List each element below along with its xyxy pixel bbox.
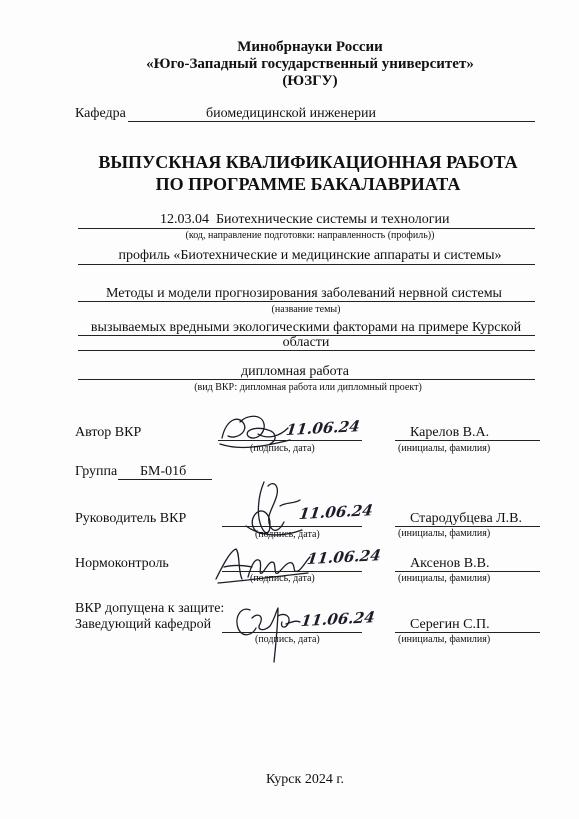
topic-caption: (название темы) xyxy=(271,304,341,315)
document-title-line-2: ПО ПРОГРАММЕ БАКАЛАВРИАТА xyxy=(155,174,461,194)
author-name-underline xyxy=(395,440,540,441)
supervisor-role: Руководитель ВКР xyxy=(75,511,187,526)
author-signature-caption: (подпись, дата) xyxy=(250,443,315,454)
ministry-name: Минобрнауки России xyxy=(237,39,383,55)
program-profile: профиль «Биотехнические и медицинские аппараты и системы» xyxy=(118,248,502,263)
topic-line-1-underline xyxy=(78,301,535,302)
program-direction-caption: (код, направление подготовки: направленность (профиль)) xyxy=(185,230,435,241)
head-of-department-role: Заведующий кафедрой xyxy=(75,617,212,632)
head-of-department-signature-caption: (подпись, дата) xyxy=(255,634,320,645)
department-name: биомедицинской инженерии xyxy=(206,106,377,121)
head-of-department-name-underline xyxy=(395,632,540,633)
group-label: Группа xyxy=(75,464,118,479)
admission-note: ВКР допущена к защите: xyxy=(75,601,225,616)
work-type-caption: (вид ВКР: дипломная работа или дипломный проект) xyxy=(194,382,422,393)
supervisor-name-underline xyxy=(395,526,540,527)
supervisor-signature-date: 11.06.24 xyxy=(298,501,374,523)
supervisor-signature-caption: (подпись, дата) xyxy=(255,529,320,540)
norm-control-name: Аксенов В.В. xyxy=(410,556,490,571)
work-type-underline xyxy=(78,379,535,380)
norm-control-role: Нормоконтроль xyxy=(75,556,169,571)
university-name: «Юго-Западный государственный университет» xyxy=(146,56,474,72)
norm-control-signature-date: 11.06.24 xyxy=(306,546,382,568)
group-value: БМ-01б xyxy=(140,464,187,479)
program-direction: 12.03.04 Биотехнические системы и технологии xyxy=(160,212,450,227)
author-signature-date: 11.06.24 xyxy=(285,417,361,439)
head-of-department-name: Серегин С.П. xyxy=(410,617,490,632)
head-of-department-signature xyxy=(230,598,302,666)
norm-control-name-caption: (инициалы, фамилия) xyxy=(398,573,491,584)
supervisor-name-caption: (инициалы, фамилия) xyxy=(398,528,491,539)
head-of-department-signature-date: 11.06.24 xyxy=(300,608,376,630)
topic-line-2: вызываемых вредными экологическими факторами на примере Курской xyxy=(90,320,522,335)
topic-line-3: области xyxy=(282,335,330,350)
author-role: Автор ВКР xyxy=(75,425,142,440)
topic-line-1: Методы и модели прогнозирования заболеваний нервной системы xyxy=(106,286,502,301)
norm-control-name-underline xyxy=(395,571,540,572)
university-abbreviation: (ЮЗГУ) xyxy=(282,73,338,89)
program-profile-underline xyxy=(78,264,535,265)
author-name: Карелов В.А. xyxy=(410,425,490,440)
norm-control-signature-caption: (подпись, дата) xyxy=(250,573,315,584)
supervisor-name: Стародубцева Л.В. xyxy=(410,511,522,526)
document-title-line-1: ВЫПУСКНАЯ КВАЛИФИКАЦИОННАЯ РАБОТА xyxy=(98,152,518,172)
topic-line-3-underline xyxy=(78,350,535,351)
work-type: дипломная работа xyxy=(241,364,349,379)
program-direction-underline xyxy=(78,228,535,229)
city-year: Курск 2024 г. xyxy=(266,772,344,787)
department-label: Кафедра xyxy=(75,106,126,121)
author-name-caption: (инициалы, фамилия) xyxy=(398,443,491,454)
head-of-department-name-caption: (инициалы, фамилия) xyxy=(398,634,491,645)
